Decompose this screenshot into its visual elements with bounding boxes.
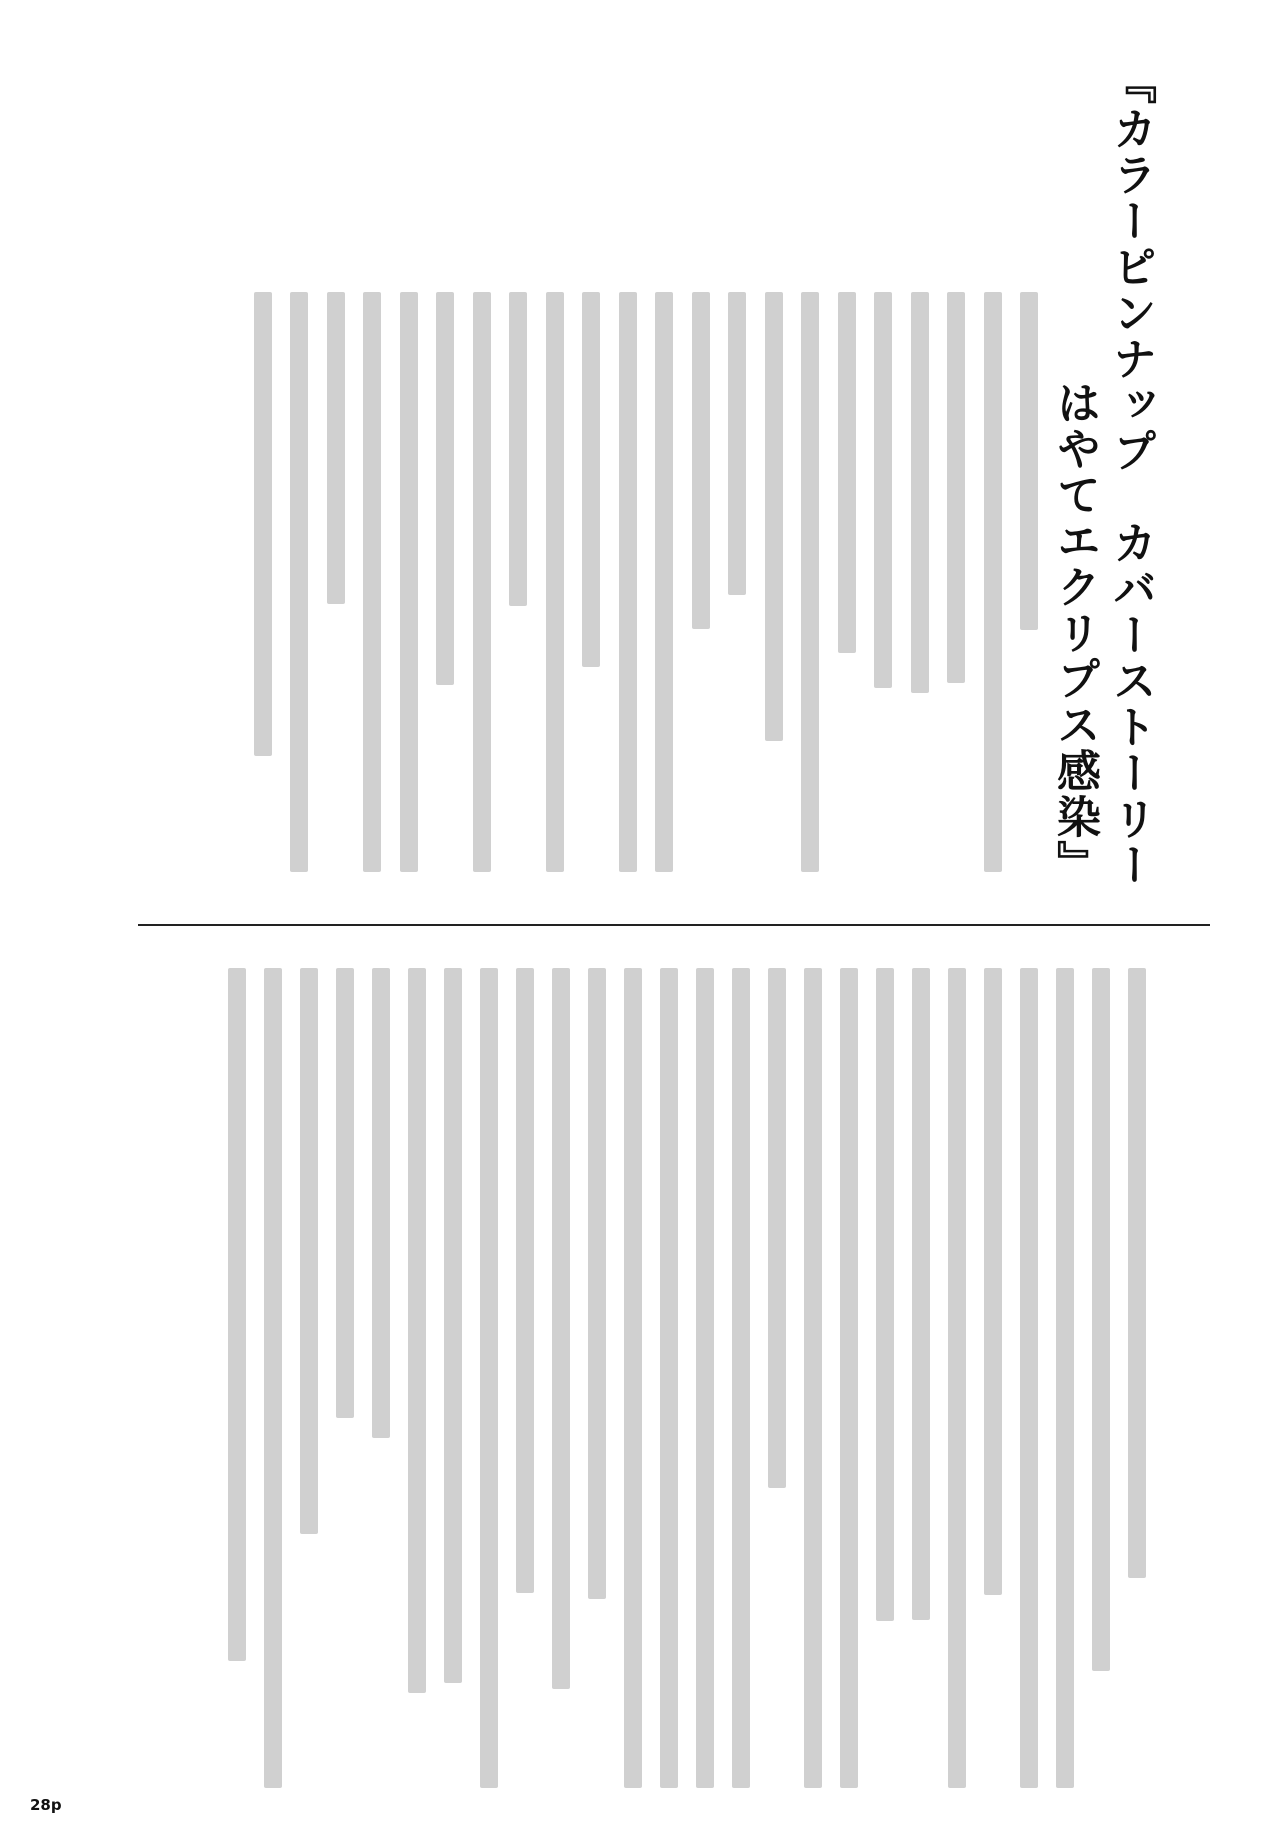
text-column-placeholder	[264, 968, 282, 1788]
text-column-placeholder	[300, 968, 318, 1534]
text-column-placeholder	[728, 292, 746, 595]
text-column-placeholder	[552, 968, 570, 1689]
text-column-placeholder	[473, 292, 491, 872]
text-column-placeholder	[480, 968, 498, 1788]
text-column-placeholder	[228, 968, 246, 1661]
text-column-placeholder	[1020, 968, 1038, 1788]
text-column-placeholder	[363, 292, 381, 872]
text-column-placeholder	[838, 292, 856, 653]
text-column-placeholder	[372, 968, 390, 1438]
text-column-placeholder	[400, 292, 418, 872]
text-column-placeholder	[290, 292, 308, 872]
title-line-2: はやてエクリプス感染』	[1049, 380, 1100, 886]
text-column-placeholder	[408, 968, 426, 1693]
text-column-placeholder	[840, 968, 858, 1788]
text-column-placeholder	[588, 968, 606, 1599]
text-column-placeholder	[509, 292, 527, 606]
text-column-placeholder	[582, 292, 600, 667]
text-column-placeholder	[732, 968, 750, 1788]
text-column-placeholder	[948, 968, 966, 1788]
title-line-1: 『カラーピンナップ カバーストーリー	[1105, 60, 1156, 888]
text-column-placeholder	[516, 968, 534, 1593]
text-column-placeholder	[765, 292, 783, 741]
text-column-placeholder	[254, 292, 272, 756]
text-column-placeholder	[984, 292, 1002, 872]
text-column-placeholder	[660, 968, 678, 1788]
text-column-placeholder	[876, 968, 894, 1621]
text-column-placeholder	[1128, 968, 1146, 1578]
text-column-placeholder	[947, 292, 965, 683]
text-column-placeholder	[327, 292, 345, 604]
divider	[138, 924, 1210, 926]
text-column-placeholder	[984, 968, 1002, 1595]
text-column-placeholder	[804, 968, 822, 1788]
text-column-placeholder	[874, 292, 892, 688]
text-column-placeholder	[436, 292, 454, 685]
text-column-placeholder	[655, 292, 673, 872]
text-column-placeholder	[619, 292, 637, 872]
text-column-placeholder	[336, 968, 354, 1418]
text-column-placeholder	[912, 968, 930, 1620]
text-column-placeholder	[696, 968, 714, 1788]
text-column-placeholder	[624, 968, 642, 1788]
text-column-placeholder	[1020, 292, 1038, 630]
text-column-placeholder	[768, 968, 786, 1488]
page-number: 28p	[30, 1796, 62, 1814]
text-column-placeholder	[801, 292, 819, 872]
text-column-placeholder	[911, 292, 929, 693]
text-column-placeholder	[692, 292, 710, 629]
text-column-placeholder	[546, 292, 564, 872]
text-column-placeholder	[1092, 968, 1110, 1671]
text-column-placeholder	[1056, 968, 1074, 1788]
text-column-placeholder	[444, 968, 462, 1683]
